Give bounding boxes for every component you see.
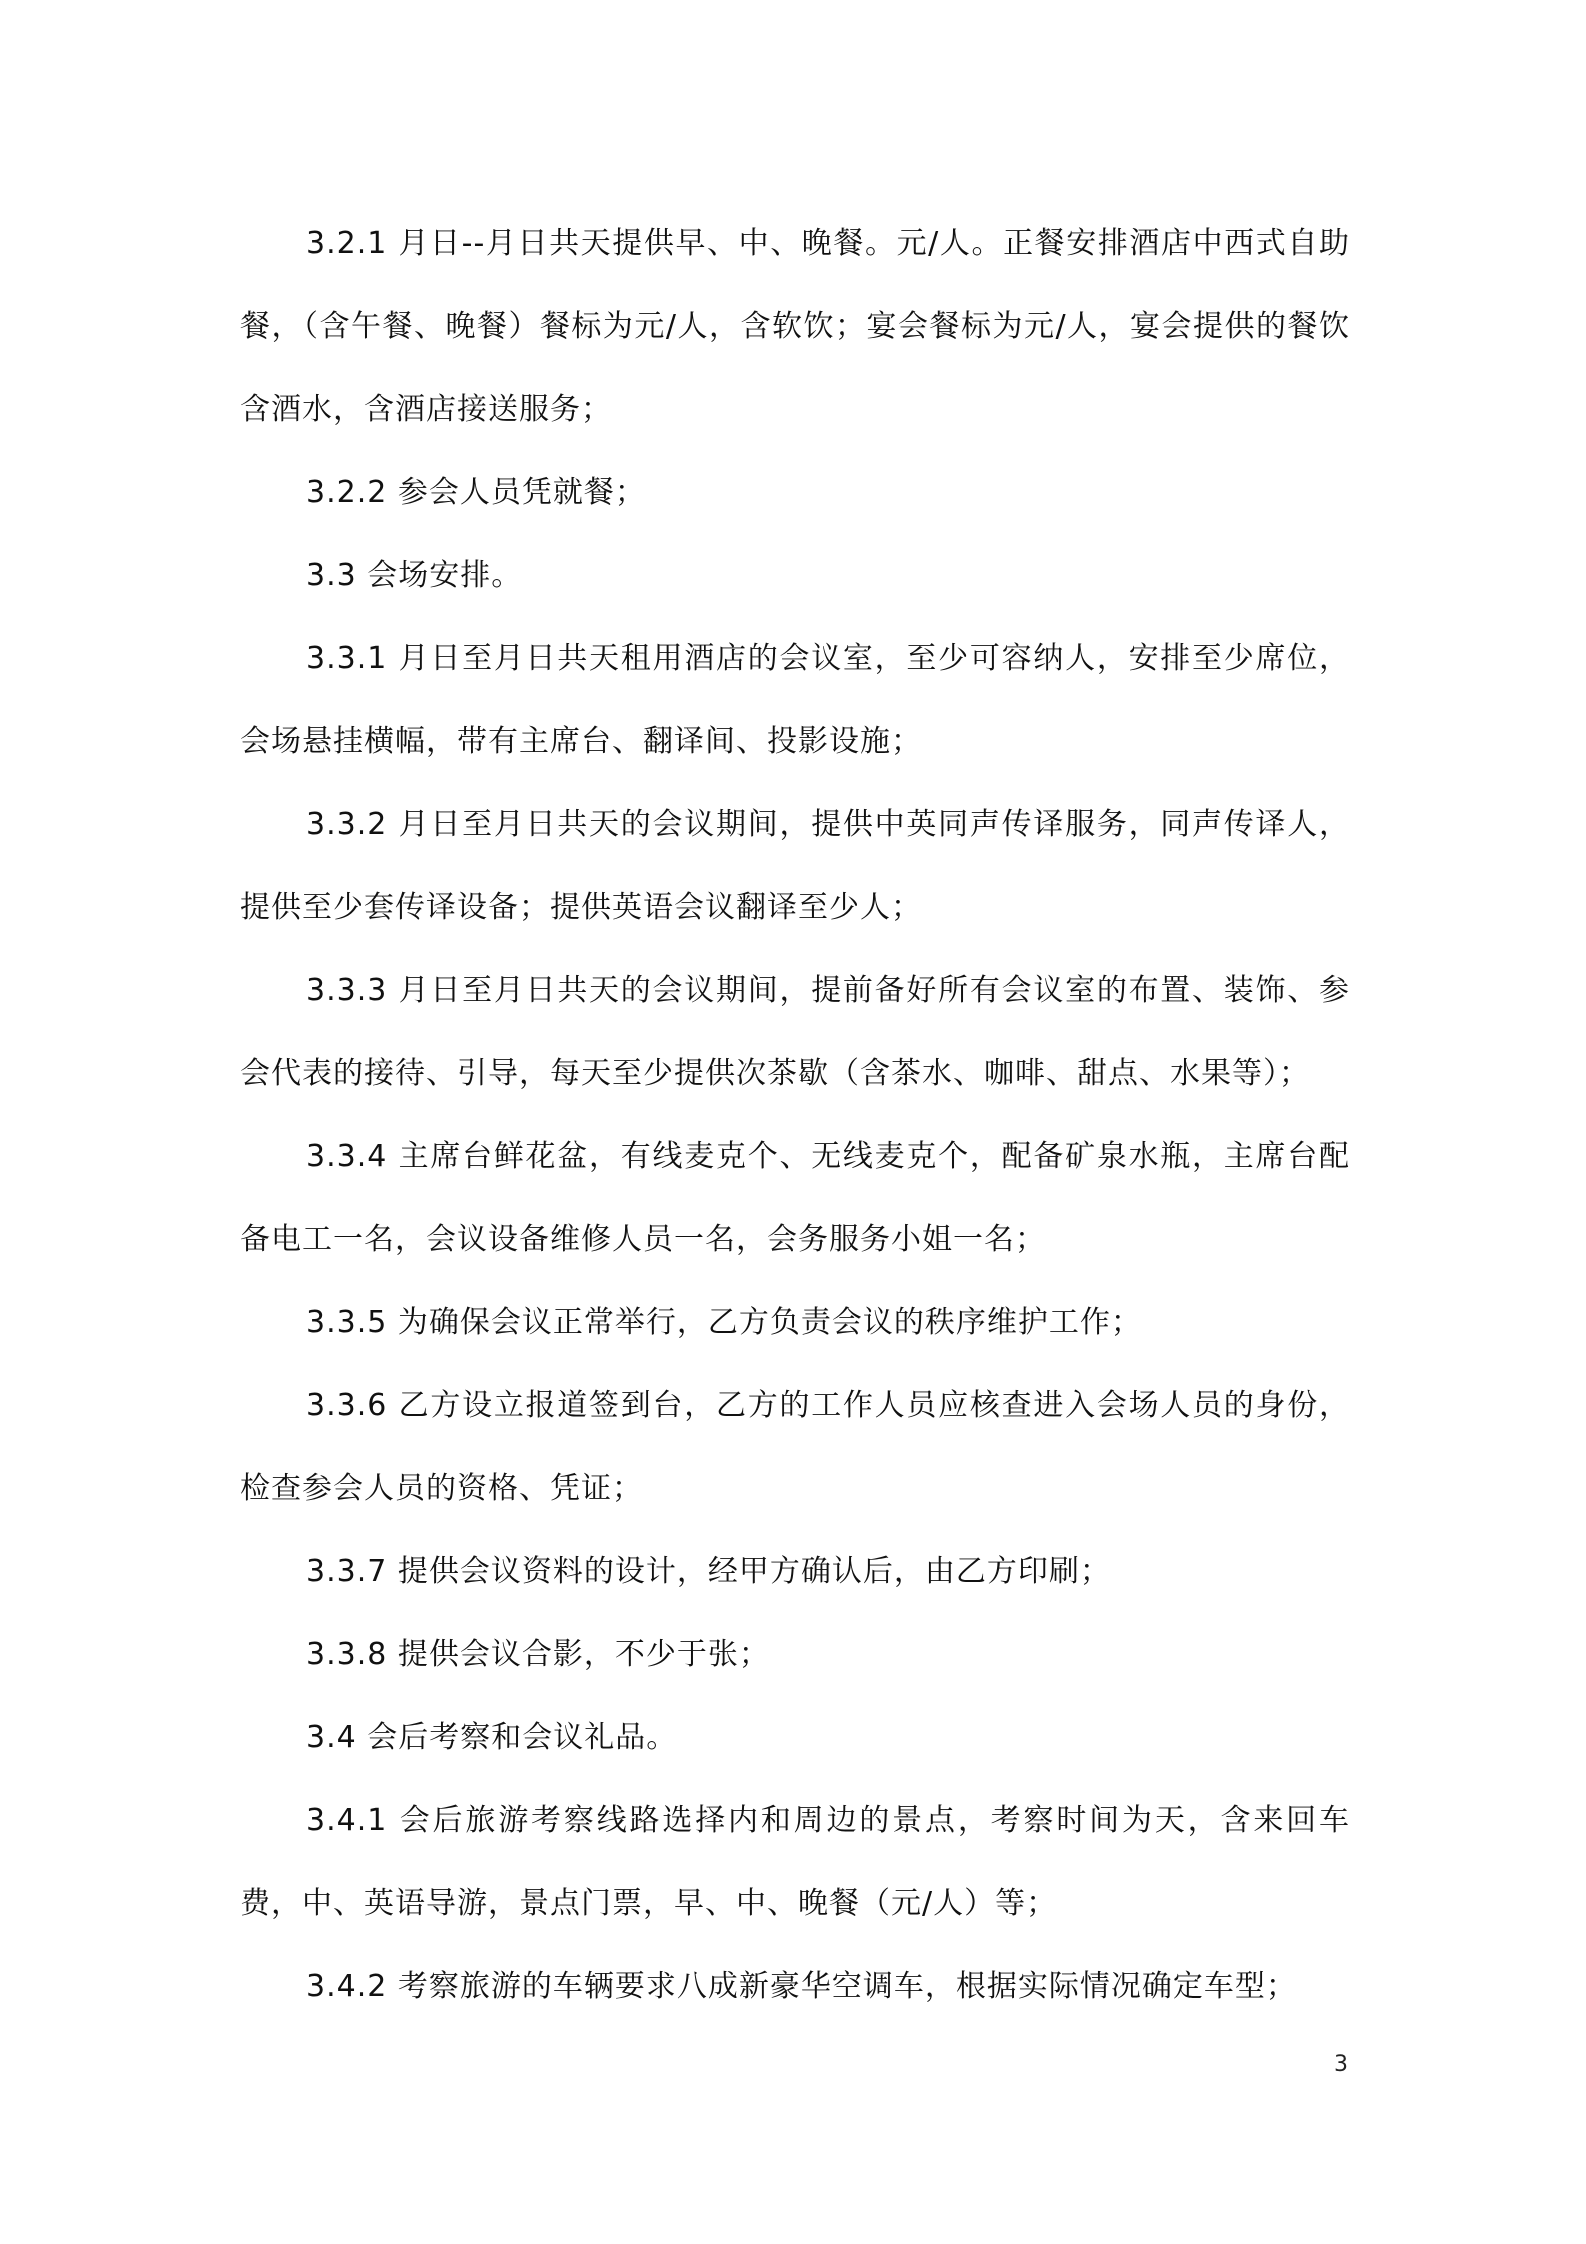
paragraph-3-4-2: 3.4.2 考察旅游的车辆要求八成新豪华空调车，根据实际情况确定车型； (306, 1969, 1297, 2004)
paragraph-3-3-3: 3.3.3 月日至月日共天的会议期间，提前备好所有会议室的布置、装饰、参会代表的接待、引导，每天至少提供次茶歇（含茶水、咖啡、甜点、水果等）； (240, 973, 1350, 1091)
paragraph-3-3-1: 3.3.1 月日至月日共天租用酒店的会议室，至少可容纳人，安排至少席位，会场悬挂横幅，带有主席台、翻译间、投影设施； (240, 641, 1350, 759)
paragraph-3-2-2: 3.2.2 参会人员凭就餐； (306, 475, 646, 510)
paragraph-3-2-1: 3.2.1 月日--月日共天提供早、中、晚餐。元/人。正餐安排酒店中西式自助餐，（含午餐、晚餐）餐标为元/人，含软饮；宴会餐标为元/人，宴会提供的餐饮含酒水，含酒店接送服务； (240, 226, 1350, 427)
paragraph-3-4-1: 3.4.1 会后旅游考察线路选择内和周边的景点，考察时间为天，含来回车费，中、英语导游，景点门票，早、中、晚餐（元/人）等； (240, 1803, 1350, 1921)
paragraph-3-3-5: 3.3.5 为确保会议正常举行，乙方负责会议的秩序维护工作； (306, 1305, 1142, 1340)
document-body (240, 202, 1350, 2028)
section-heading-3-3: 3.3 会场安排。 (306, 558, 523, 593)
paragraph-3-3-2: 3.3.2 月日至月日共天的会议期间，提供中英同声传译服务，同声传译人，提供至少套传译设备；提供英语会议翻译至少人； (240, 807, 1350, 925)
section-heading-3-4: 3.4 会后考察和会议礼品。 (306, 1720, 678, 1755)
page-number: 3 (1334, 2052, 1348, 2077)
paragraph-3-3-6: 3.3.6 乙方设立报道签到台，乙方的工作人员应核查进入会场人员的身份，检查参会人员的资格、凭证； (240, 1388, 1350, 1506)
paragraph-3-3-4: 3.3.4 主席台鲜花盆，有线麦克个、无线麦克个，配备矿泉水瓶，主席台配备电工一名，会议设备维修人员一名，会务服务小姐一名； (240, 1139, 1350, 1257)
paragraph-3-3-7: 3.3.7 提供会议资料的设计，经甲方确认后，由乙方印刷； (306, 1554, 1111, 1589)
paragraph-3-3-8: 3.3.8 提供会议合影，不少于张； (306, 1637, 770, 1672)
